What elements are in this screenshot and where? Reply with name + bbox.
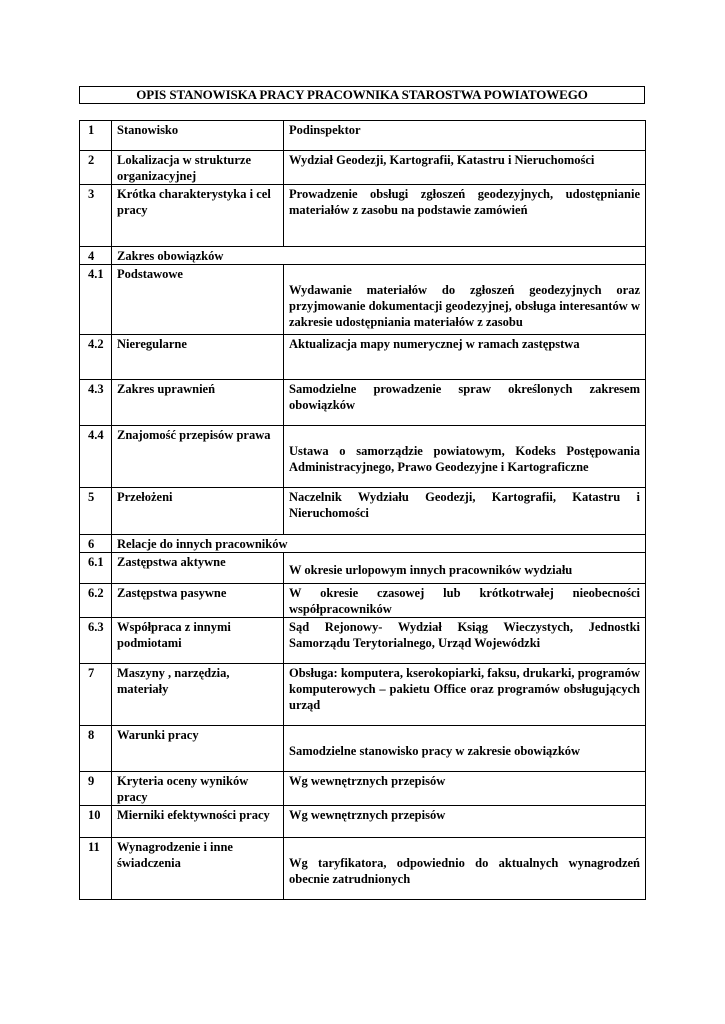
row-value: Wg wewnętrznych przepisów — [284, 806, 646, 838]
table-row — [80, 380, 646, 426]
row-value: Wg taryfikatora, odpowiednio do aktualnych wynagrodzeń obecnie zatrudnionych — [284, 838, 646, 900]
row-label: Maszyny , narzędzia, materiały — [112, 664, 284, 726]
row-label: Podstawowe — [112, 265, 284, 335]
table-row — [80, 121, 646, 151]
row-number: 6.2 — [80, 584, 112, 618]
row-label: Kryteria oceny wyników pracy — [112, 772, 284, 806]
table-row — [80, 265, 646, 335]
row-value: Podinspektor — [284, 121, 646, 151]
row-number: 2 — [80, 151, 112, 185]
row-number: 1 — [80, 121, 112, 151]
row-number: 4.1 — [80, 265, 112, 335]
row-label: Wynagrodzenie i inne świadczenia — [112, 838, 284, 900]
job-description-table — [79, 120, 646, 900]
row-number: 11 — [80, 838, 112, 900]
row-label: Stanowisko — [112, 121, 284, 151]
row-value: Aktualizacja mapy numerycznej w ramach zastępstwa — [284, 335, 646, 380]
table-row — [80, 772, 646, 806]
row-number: 6.3 — [80, 618, 112, 664]
row-label: Znajomość przepisów prawa — [112, 426, 284, 488]
table-row — [80, 488, 646, 535]
row-label: Nieregularne — [112, 335, 284, 380]
row-label: Zastępstwa pasywne — [112, 584, 284, 618]
row-value: Wg wewnętrznych przepisów — [284, 772, 646, 806]
row-number: 4.2 — [80, 335, 112, 380]
row-label: Mierniki efektywności pracy — [112, 806, 284, 838]
row-number: 8 — [80, 726, 112, 772]
table-row — [80, 185, 646, 247]
row-number: 4.4 — [80, 426, 112, 488]
row-value: Obsługa: komputera, kserokopiarki, faksu, drukarki, programów komputerowych – pakietu Office oraz programów obsługujących urząd — [284, 664, 646, 726]
table-row — [80, 726, 646, 772]
row-label: Zastępstwa aktywne — [112, 553, 284, 584]
table-row — [80, 535, 646, 553]
table-row — [80, 335, 646, 380]
row-number: 6.1 — [80, 553, 112, 584]
row-value: Prowadzenie obsługi zgłoszeń geodezyjnych, udostępnianie materiałów z zasobu na podstawie zamówień — [284, 185, 646, 247]
row-label: Krótka charakterystyka i cel pracy — [112, 185, 284, 247]
table-row — [80, 247, 646, 265]
row-label: Lokalizacja w strukturze organizacyjnej — [112, 151, 284, 185]
document-title: OPIS STANOWISKA PRACY PRACOWNIKA STAROSTWA POWIATOWEGO — [79, 86, 645, 104]
row-label: Zakres uprawnień — [112, 380, 284, 426]
row-label: Przełożeni — [112, 488, 284, 535]
table-row — [80, 426, 646, 488]
row-value: Wydawanie materiałów do zgłoszeń geodezyjnych oraz przyjmowanie dokumentacji geodezyjnej, obsługa interesantów w zakresie udostępniania materiałów z zasobu — [284, 265, 646, 335]
row-number: 7 — [80, 664, 112, 726]
row-value: W okresie czasowej lub krótkotrwałej nieobecności współpracowników — [284, 584, 646, 618]
row-value: Samodzielne prowadzenie spraw określonych zakresem obowiązków — [284, 380, 646, 426]
table-row — [80, 553, 646, 584]
row-label: Współpraca z innymi podmiotami — [112, 618, 284, 664]
row-number: 5 — [80, 488, 112, 535]
table-row — [80, 618, 646, 664]
row-value: Samodzielne stanowisko pracy w zakresie obowiązków — [284, 726, 646, 772]
row-value: Sąd Rejonowy- Wydział Ksiąg Wieczystych, Jednostki Samorządu Terytorialnego, Urząd Wojewódzki — [284, 618, 646, 664]
row-value: Naczelnik Wydziału Geodezji, Kartografii, Katastru i Nieruchomości — [284, 488, 646, 535]
table-row — [80, 838, 646, 900]
table-row — [80, 584, 646, 618]
row-label: Warunki pracy — [112, 726, 284, 772]
table-row — [80, 151, 646, 185]
table-row — [80, 806, 646, 838]
row-number: 9 — [80, 772, 112, 806]
row-value: Ustawa o samorządzie powiatowym, Kodeks Postępowania Administracyjnego, Prawo Geodezyjne i Kartograficzne — [284, 426, 646, 488]
table-row — [80, 664, 646, 726]
row-number: 4 — [80, 247, 112, 265]
row-value: Wydział Geodezji, Kartografii, Katastru i Nieruchomości — [284, 151, 646, 185]
row-number: 3 — [80, 185, 112, 247]
row-number: 6 — [80, 535, 112, 553]
row-number: 4.3 — [80, 380, 112, 426]
row-number: 10 — [80, 806, 112, 838]
row-value: W okresie urlopowym innych pracowników wydziału — [284, 553, 646, 584]
section-label: Zakres obowiązków — [112, 247, 646, 265]
section-label: Relacje do innych pracowników — [112, 535, 646, 553]
